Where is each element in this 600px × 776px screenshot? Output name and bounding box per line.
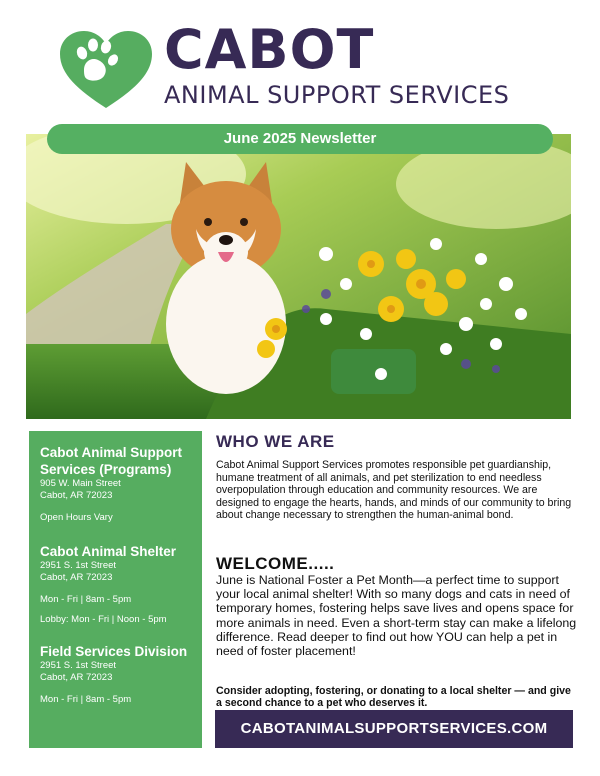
location-address-line1: 905 W. Main Street [40,478,121,489]
welcome-body: June is National Foster a Pet Month—a perfect time to support your local animal shelter! With so many dogs and cats in need of temporary homes, fostering helps save lives and opens space for more animals in need. Even a short-term stay can make a lifelong difference. Read deeper to find out how YOU can help a pet in need of foster placement! [216,573,577,659]
welcome-cta: Consider adopting, fostering, or donating to a local shelter — and give a second chance to a pet who deserves it. [216,685,571,710]
location-name: Field Services Division [40,644,188,659]
location-programs [40,444,200,524]
heart-paw-logo-icon [58,30,154,110]
location-shelter [40,543,200,626]
who-we-are-body: Cabot Animal Support Services promotes responsible pet guardianship, humane treatment of all animals, and pet sterilization to end needless overpopulation through education and community resources. We are designed to engage the hearts, hands, and minds of our community to bring about change necessary to strengthen the human-animal bond. [216,459,572,522]
locations-panel [29,431,202,748]
who-we-are-heading: WHO WE ARE [216,432,335,451]
location-address-line2: Cabot, AR 72023 [40,490,113,501]
location-name: Cabot Animal Shelter [40,544,177,559]
location-hours: Mon - Fri | 8am - 5pm [40,694,132,705]
location-hours: Mon - Fri | 8am - 5pm [40,594,132,605]
brand-title: CABOT [164,18,375,81]
location-address-line1: 2951 S. 1st Street [40,660,117,671]
location-address-line1: 2951 S. 1st Street [40,560,117,571]
location-lobby-hours: Lobby: Mon - Fri | Noon - 5pm [40,614,167,625]
hero-photo [26,134,571,419]
location-address-line2: Cabot, AR 72023 [40,672,113,683]
brand-subtitle: ANIMAL SUPPORT SERVICES [164,81,510,109]
location-hours: Open Hours Vary [40,512,113,523]
newsletter-banner: June 2025 Newsletter [47,124,553,154]
location-name: Cabot Animal Support Services (Programs) [40,445,182,477]
website-link[interactable]: CABOTANIMALSUPPORTSERVICES.COM [215,710,573,748]
location-field-services [40,643,200,706]
welcome-heading: WELCOME..... [216,554,335,573]
location-address-line2: Cabot, AR 72023 [40,572,113,583]
